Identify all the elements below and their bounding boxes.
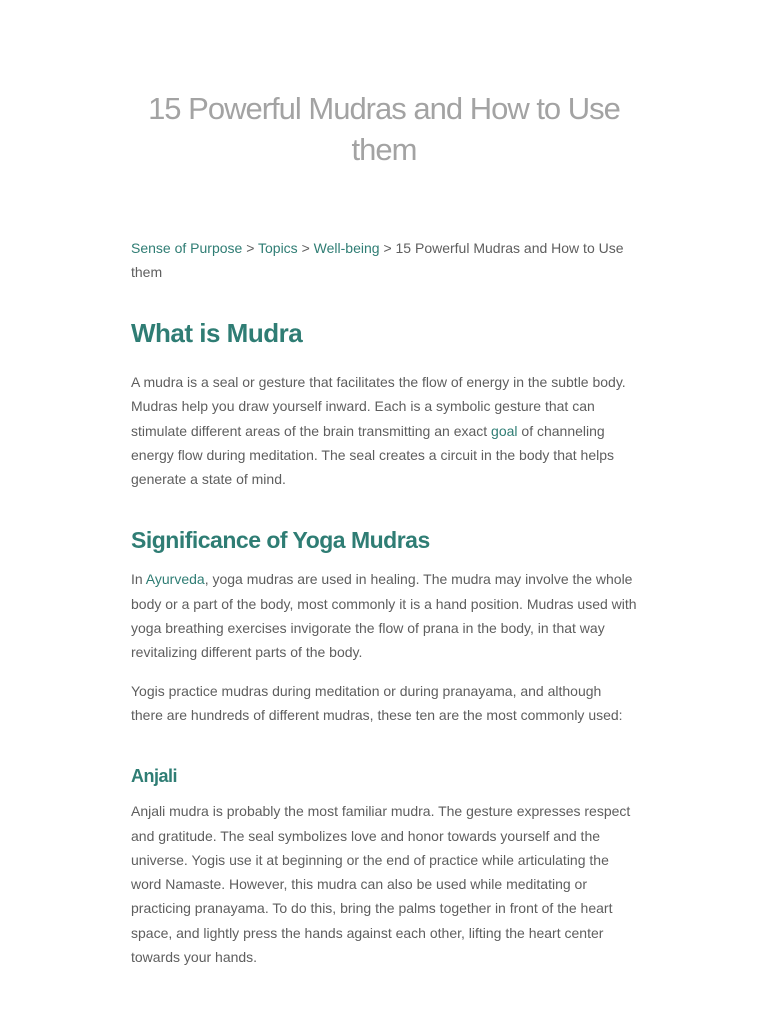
breadcrumb-separator: >: [301, 240, 314, 256]
heading-significance: Significance of Yoga Mudras: [131, 527, 430, 554]
paragraph-text: A mudra is a seal or gesture that facilitates the flow of energy in the subtle body. Mudras help you draw yourself inward. Each is a symbolic gesture that can stimulate different areas of the brain transmitting an exact: [131, 374, 626, 439]
breadcrumb-separator: >: [246, 240, 258, 256]
page-title: 15 Powerful Mudras and How to Use them: [148, 91, 620, 167]
paragraph-what-is-mudra: [131, 370, 637, 491]
paragraph-text: of channeling energy flow during meditation. The seal creates a circuit in the body that helps generate a state of mind.: [131, 422, 615, 488]
paragraph-significance-1: [131, 567, 637, 664]
breadcrumb-link-topics[interactable]: Topics: [258, 240, 298, 256]
link-goal[interactable]: goal: [491, 422, 518, 439]
paragraph-text: In: [131, 571, 146, 588]
paragraph-significance-2: Yogis practice mudras during meditation or during pranayama, and although there are hundreds of different mudras, these ten are the most commonly used:: [131, 682, 623, 723]
breadcrumb-link-well-being[interactable]: Well-being: [313, 240, 380, 256]
article-content: [131, 236, 637, 969]
paragraph-anjali: Anjali mudra is probably the most familiar mudra. The gesture expresses respect and gratitude. The seal symbolizes love and honor towards yourself and the universe. Yogis use it at beginning or the end of practice while articulating the word Namaste. However, this mudra can also be used while meditating or practicing pranayama. To do this, bring the palms together in front of the heart space, and lightly press the hands against each other, lifting the heart center towards your hands.: [131, 803, 631, 966]
breadcrumb: [131, 236, 637, 284]
breadcrumb-separator: >: [383, 240, 396, 256]
heading-what-is-mudra: What is Mudra: [131, 318, 303, 348]
heading-anjali: Anjali: [131, 766, 178, 787]
breadcrumb-current: 15 Powerful Mudras and How to Use them: [131, 240, 624, 280]
link-ayurveda[interactable]: Ayurveda: [145, 571, 205, 588]
paragraph-text: , yoga mudras are used in healing. The mudra may involve the whole body or a part of the body, most commonly it is a hand position. Mudras used with yoga breathing exercises invigorate the flow of prana in the body, in that way revitalizing different parts of the body.: [131, 571, 637, 661]
breadcrumb-link-sense-of-purpose[interactable]: Sense of Purpose: [131, 240, 243, 256]
